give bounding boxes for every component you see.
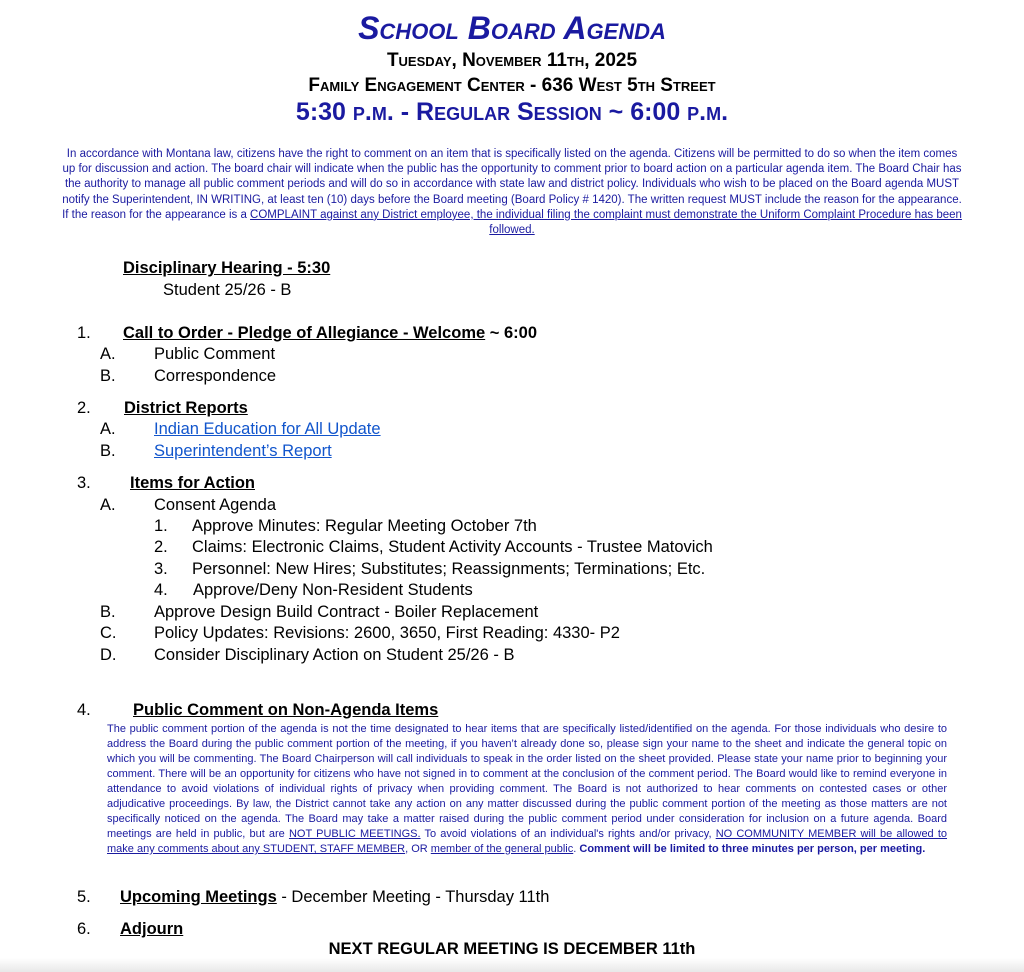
- section-5-heading: [120, 888, 549, 907]
- page-title: School Board Agenda: [358, 10, 666, 46]
- hearing-heading: Disciplinary Hearing - 5:30: [123, 259, 331, 277]
- page-bottom-edge: [0, 958, 1024, 972]
- section-2-number: 2.: [77, 399, 91, 417]
- rules-text: .: [573, 843, 580, 855]
- public-comment-rules: [107, 722, 947, 857]
- hearing-item: Student 25/26 - B: [163, 281, 292, 299]
- s1-item-letter: A.: [100, 345, 116, 363]
- section-1-number: 1.: [77, 324, 91, 342]
- s1-item-letter: B.: [100, 367, 116, 385]
- section-3-number: 3.: [77, 474, 91, 492]
- section-2-title: District Reports: [124, 399, 248, 417]
- rules-text: The public comment portion of the agenda is not the time designated to hear items that are specifically listed/identified on the agenda. For those individuals who desire to address the Board during the public comment portion of the meeting, if you haven’t already done so, please sign your name to the sheet and indicate the general topic on which you will be commenting. The Board Chairperson will call individuals to speak in the order listed on the sheet provided. Please state your name prior to beginning your comment. There will be an opportunity for citizens who have not signed in to comment at the conclusion of the comment period. The Board would like to remind everyone in attendance to avoid violations of individual rights of privacy when providing comment. The Board is not authorized to hear comments on contested cases or other adjudicative proceedings. By law, the District cannot take any action on any matter discussed during the public comment portion of the meeting as those matters are not specifically noticed on the agenda. The Board may take a matter raised during the public comment period under consideration for inclusion on a future agenda. Board meetings are held in public, but are: [107, 723, 947, 840]
- next-meeting-note: NEXT REGULAR MEETING IS DECEMBER 11th: [328, 940, 696, 958]
- s3-item-letter: C.: [100, 624, 117, 642]
- section-6-title: Adjourn: [120, 920, 184, 938]
- s1-item-text: Correspondence: [154, 367, 276, 385]
- s2-item-letter: B.: [100, 442, 116, 460]
- notice-text: In accordance with Montana law, citizens have the right to comment on an item that is specifically listed on the agenda. Citizens will be permitted to do so when the item comes up for discussion and action. The board chair will indicate when the public has the opportunity to comment prior to board action on a particular agenda item. The Board Chair has the authority to manage all public comment periods and will do so in accordance with state law and district policy. Individuals who wish to be placed on the Board agenda MUST notify the Superintendent, IN WRITING, at least ten (10) days before the Board meeting (Board Policy # 1420). The written request MUST include the reason for the appearance. If the reason for the appearance is a: [62, 148, 962, 221]
- section-1-time: ~ 6:00: [485, 324, 538, 342]
- meeting-location: Family Engagement Center - 636 West 5th Street: [308, 75, 716, 96]
- rules-underlined: NOT PUBLIC MEETINGS.: [288, 828, 421, 840]
- indian-education-link[interactable]: Indian Education for All Update: [154, 420, 381, 438]
- s3-item-text: Approve Design Build Contract - Boiler Replacement: [154, 603, 539, 621]
- consent-item-text: Approve/Deny Non-Resident Students: [193, 581, 473, 599]
- s3-item-letter: D.: [100, 646, 117, 664]
- complaint-notice: COMPLAINT against any District employee, the individual filing the complaint must demonstrate the Uniform Complaint Procedure has been followed.: [250, 208, 962, 237]
- rules-text: , OR: [405, 843, 431, 855]
- rules-text: To avoid violations of an individual's rights and/or privacy,: [420, 828, 716, 840]
- section-4-number: 4.: [77, 701, 91, 719]
- s3-item-text: Consent Agenda: [154, 496, 277, 514]
- consent-item-number: 3.: [154, 560, 168, 578]
- s1-item-text: Public Comment: [154, 345, 276, 363]
- session-time: 5:30 p.m. - Regular Session ~ 6:00 p.m.: [295, 98, 729, 126]
- consent-item-text: Approve Minutes: Regular Meeting October 7th: [192, 517, 537, 535]
- section-1-title: Call to Order - Pledge of Allegiance - Welcome: [123, 324, 486, 342]
- section-4-title: Public Comment on Non-Agenda Items: [133, 701, 439, 719]
- s3-item-letter: B.: [100, 603, 116, 621]
- section-1-heading: [123, 324, 537, 343]
- consent-item-number: 1.: [154, 517, 168, 535]
- s3-item-text: Policy Updates: Revisions: 2600, 3650, First Reading: 4330- P2: [154, 624, 620, 642]
- superintendent-report-link[interactable]: Superintendent’s Report: [154, 442, 332, 460]
- s2-item-letter: A.: [100, 420, 116, 438]
- rules-underlined: member of the general public: [430, 843, 574, 855]
- consent-item-number: 2.: [154, 538, 168, 556]
- comment-limit: Comment will be limited to three minutes per person, per meeting.: [579, 843, 926, 855]
- public-comment-notice: [60, 147, 964, 238]
- consent-item-text: Personnel: New Hires; Substitutes; Reassignments; Terminations; Etc.: [192, 560, 706, 578]
- consent-item-text: Claims: Electronic Claims, Student Activity Accounts - Trustee Matovich: [192, 538, 713, 556]
- rules-underlined: NO COMMUNITY MEMBER will be allowed to make any comments about any STUDENT, STAFF MEMBER: [107, 828, 948, 855]
- s3-item-text: Consider Disciplinary Action on Student 25/26 - B: [154, 646, 515, 664]
- section-5-number: 5.: [77, 888, 91, 906]
- section-6-number: 6.: [77, 920, 91, 938]
- section-3-title: Items for Action: [130, 474, 255, 492]
- meeting-date: Tuesday, November 11th, 2025: [386, 50, 638, 71]
- consent-item-number: 4.: [154, 581, 168, 599]
- section-5-title: Upcoming Meetings: [120, 888, 277, 906]
- s3-item-letter: A.: [100, 496, 116, 514]
- section-5-text: - December Meeting - Thursday 11th: [276, 888, 550, 906]
